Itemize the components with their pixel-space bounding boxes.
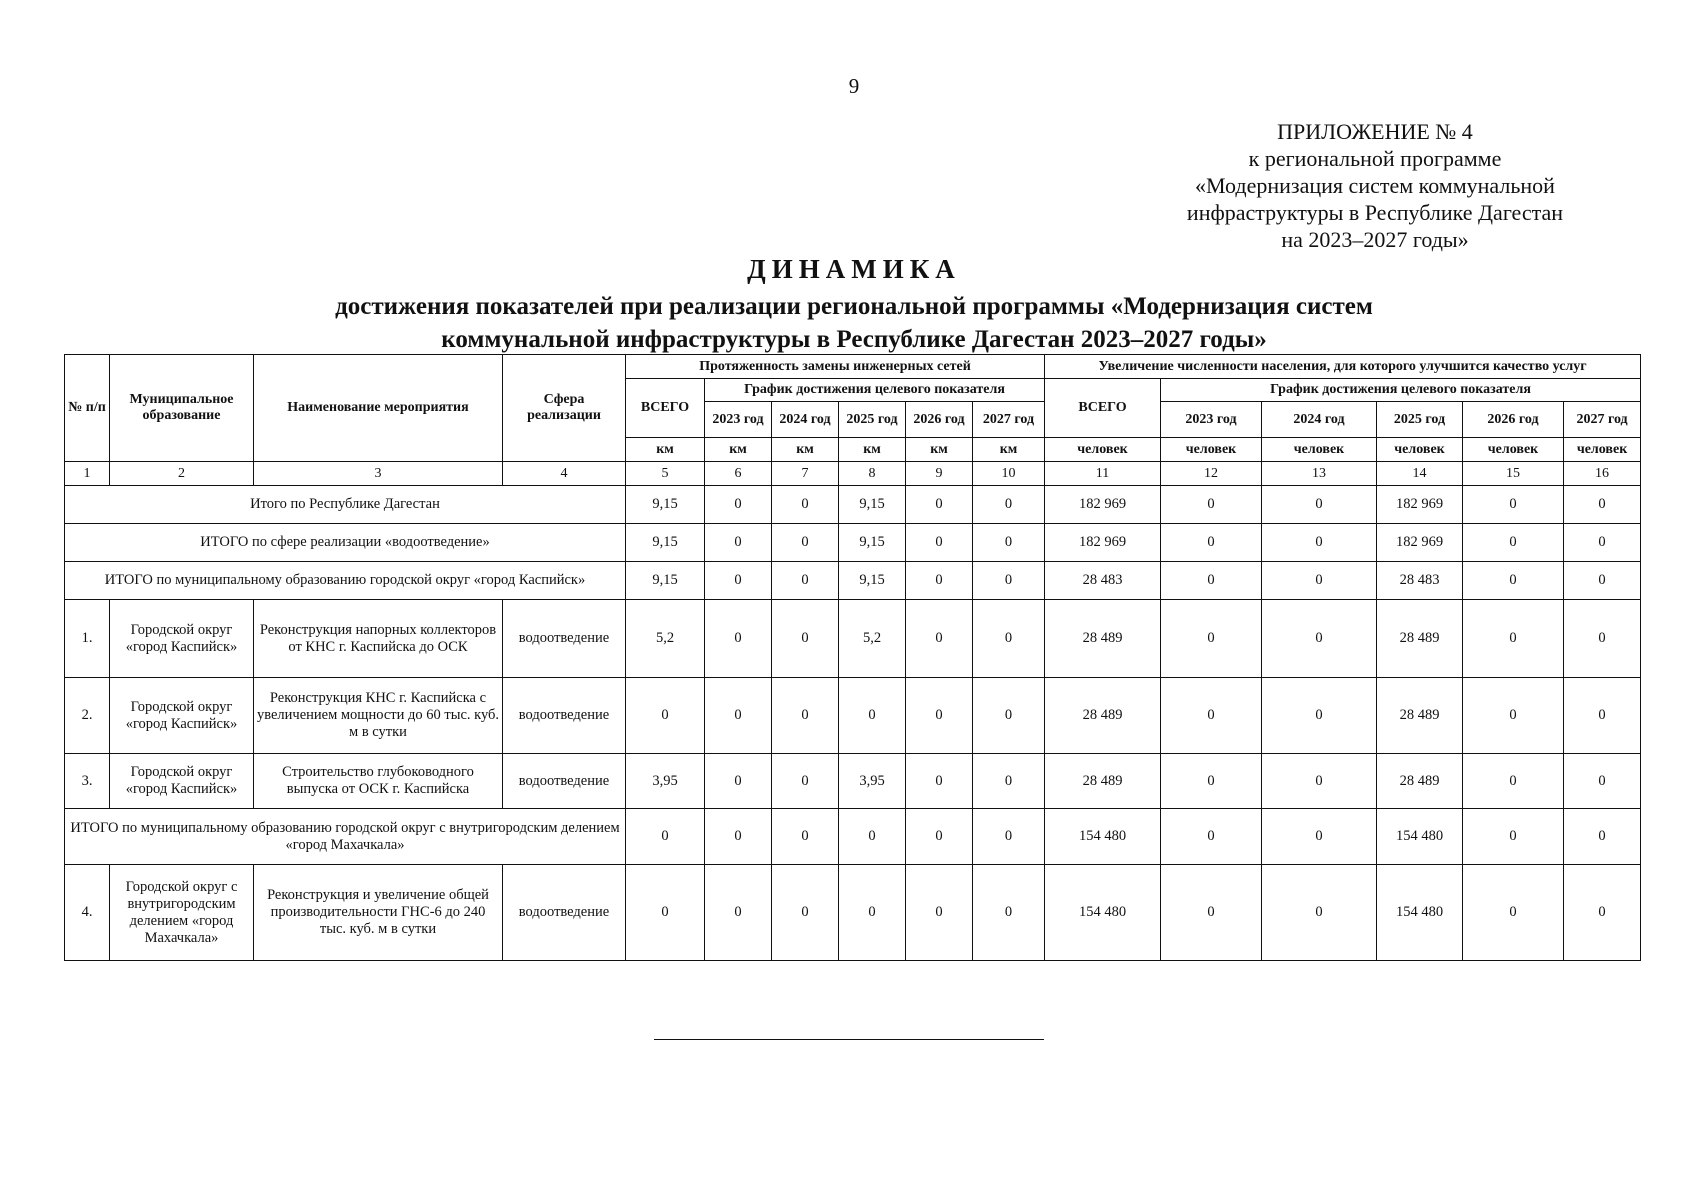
cell-value: 0 [772,524,839,562]
header-length-group: Протяженность замены инженерных сетей [626,355,1045,379]
column-number: 6 [705,462,772,486]
header-length-year: 2024 год [772,402,839,438]
cell-value: 3,95 [839,754,906,809]
column-number: 14 [1377,462,1463,486]
cell-value: 0 [973,524,1045,562]
row-number: 2. [65,678,110,754]
cell-value: 0 [1463,600,1564,678]
header-municipality: Муниципальное образование [110,355,254,462]
cell-value: 0 [1262,562,1377,600]
header-pop-year: 2025 год [1377,402,1463,438]
header-length-year: 2026 год [906,402,973,438]
cell-value: 0 [1564,524,1641,562]
column-number: 13 [1262,462,1377,486]
unit-km: км [772,438,839,462]
table-row [65,600,1641,678]
cell-value: 0 [973,678,1045,754]
cell-value: 28 489 [1377,600,1463,678]
column-number: 11 [1045,462,1161,486]
cell-value: 0 [906,562,973,600]
cell-value: 0 [705,562,772,600]
cell-value: 0 [839,809,906,865]
cell-value: 0 [626,678,705,754]
appendix-line: на 2023–2027 годы» [1281,227,1469,252]
cell-value: 0 [772,600,839,678]
cell-value: 0 [1463,524,1564,562]
header-pop-schedule: График достижения целевого показателя [1161,379,1641,402]
cell-value: 0 [1262,678,1377,754]
unit-km: км [906,438,973,462]
cell-value: 0 [1161,865,1262,961]
cell-value: 0 [1161,562,1262,600]
column-number: 8 [839,462,906,486]
cell-value: 0 [1564,865,1641,961]
cell-value: 28 489 [1045,678,1161,754]
table-row [65,678,1641,754]
cell-value: 0 [906,754,973,809]
total-row [65,486,1641,524]
appendix-block [1150,118,1600,253]
total-row [65,809,1641,865]
cell-value: 0 [906,865,973,961]
cell-value: 0 [705,524,772,562]
header-population-group: Увеличение численности населения, для которого улучшится качество услуг [1045,355,1641,379]
cell-value: 0 [973,562,1045,600]
header-row [65,355,1641,379]
header-pop-year: 2023 год [1161,402,1262,438]
cell-value: 28 483 [1377,562,1463,600]
cell-value: 9,15 [839,486,906,524]
cell-value: 154 480 [1377,809,1463,865]
cell-value: 0 [626,865,705,961]
total-label: ИТОГО по муниципальному образованию городской округ «город Каспийск» [65,562,626,600]
document-subtitle [240,290,1468,356]
cell-value: 0 [906,809,973,865]
cell-value: 0 [906,486,973,524]
unit-people: человек [1161,438,1262,462]
row-number: 1. [65,600,110,678]
cell-value: 0 [906,678,973,754]
cell-value: 0 [1161,678,1262,754]
row-municipality: Городской округ «город Каспийск» [110,678,254,754]
cell-value: 182 969 [1377,524,1463,562]
cell-value: 182 969 [1045,524,1161,562]
cell-value: 0 [772,865,839,961]
cell-value: 154 480 [1045,809,1161,865]
row-municipality: Городской округ с внутригородским делением «город Махачкала» [110,865,254,961]
column-number: 15 [1463,462,1564,486]
row-municipality: Городской округ «город Каспийск» [110,600,254,678]
header-pop-year: 2027 год [1564,402,1641,438]
cell-value: 0 [1463,754,1564,809]
row-sphere: водоотведение [503,754,626,809]
cell-value: 0 [1564,678,1641,754]
row-sphere: водоотведение [503,865,626,961]
header-length-year: 2023 год [705,402,772,438]
cell-value: 9,15 [626,562,705,600]
header-length-year: 2025 год [839,402,906,438]
cell-value: 0 [1262,809,1377,865]
cell-value: 28 489 [1377,678,1463,754]
unit-people: человек [1262,438,1377,462]
cell-value: 28 483 [1045,562,1161,600]
cell-value: 0 [1262,600,1377,678]
document-title: ДИНАМИКА [747,254,961,284]
column-number: 10 [973,462,1045,486]
column-number: 4 [503,462,626,486]
bottom-rule [654,1039,1044,1040]
cell-value: 28 489 [1377,754,1463,809]
cell-value: 0 [705,754,772,809]
row-sphere: водоотведение [503,678,626,754]
page-number: 9 [848,74,860,98]
unit-people: человек [1377,438,1463,462]
cell-value: 28 489 [1045,754,1161,809]
unit-people: человек [1045,438,1161,462]
unit-km: км [705,438,772,462]
table-row [65,754,1641,809]
cell-value: 0 [1564,486,1641,524]
row-event: Реконструкция и увеличение общей производительности ГНС-6 до 240 тыс. куб. м в сутки [254,865,503,961]
subtitle-line: достижения показателей при реализации региональной программы «Модернизация систем [335,293,1373,320]
unit-km: км [973,438,1045,462]
cell-value: 5,2 [626,600,705,678]
cell-value: 5,2 [839,600,906,678]
cell-value: 0 [973,865,1045,961]
cell-value: 0 [839,865,906,961]
cell-value: 0 [1161,524,1262,562]
cell-value: 0 [1564,754,1641,809]
unit-km: км [839,438,906,462]
column-number: 2 [110,462,254,486]
total-row [65,562,1641,600]
row-event: Реконструкция КНС г. Каспийска с увеличением мощности до 60 тыс. куб. м в сутки [254,678,503,754]
header-pop-year: 2024 год [1262,402,1377,438]
total-label: Итого по Республике Дагестан [65,486,626,524]
cell-value: 182 969 [1045,486,1161,524]
cell-value: 0 [772,678,839,754]
appendix-line: «Модернизация систем коммунальной [1195,173,1555,198]
cell-value: 0 [1262,865,1377,961]
cell-value: 0 [1564,809,1641,865]
cell-value: 0 [1161,754,1262,809]
cell-value: 182 969 [1377,486,1463,524]
cell-value: 0 [973,600,1045,678]
unit-people: человек [1463,438,1564,462]
cell-value: 28 489 [1045,600,1161,678]
appendix-line: инфраструктуры в Республике Дагестан [1186,200,1564,225]
cell-value: 0 [906,524,973,562]
cell-value: 9,15 [626,486,705,524]
cell-value: 0 [705,865,772,961]
cell-value: 0 [705,809,772,865]
cell-value: 0 [1564,562,1641,600]
cell-value: 0 [1463,865,1564,961]
column-number: 9 [906,462,973,486]
table-row [65,865,1641,961]
cell-value: 0 [1564,600,1641,678]
column-number: 16 [1564,462,1641,486]
cell-value: 0 [626,809,705,865]
cell-value: 0 [1463,809,1564,865]
cell-value: 0 [705,600,772,678]
column-numbers-row [65,462,1641,486]
cell-value: 9,15 [839,562,906,600]
row-municipality: Городской округ «город Каспийск» [110,754,254,809]
appendix-line: ПРИЛОЖЕНИЕ № 4 [1277,119,1473,144]
row-sphere: водоотведение [503,600,626,678]
total-row [65,524,1641,562]
cell-value: 0 [906,600,973,678]
cell-value: 0 [772,809,839,865]
subtitle-line: коммунальной инфраструктуры в Республике Дагестан 2023–2027 годы» [441,326,1267,353]
row-event: Реконструкция напорных коллекторов от КНС г. Каспийска до ОСК [254,600,503,678]
column-number: 7 [772,462,839,486]
cell-value: 0 [772,754,839,809]
indicators-table [64,354,1641,961]
cell-value: 0 [1161,486,1262,524]
row-event: Строительство глубоководного выпуска от ОСК г. Каспийска [254,754,503,809]
header-length-schedule: График достижения целевого показателя [705,379,1045,402]
cell-value: 3,95 [626,754,705,809]
cell-value: 154 480 [1377,865,1463,961]
cell-value: 154 480 [1045,865,1161,961]
header-pop-total: ВСЕГО [1045,379,1161,438]
cell-value: 0 [705,678,772,754]
cell-value: 0 [973,486,1045,524]
column-number: 12 [1161,462,1262,486]
unit-people: человек [1564,438,1641,462]
cell-value: 0 [973,754,1045,809]
total-label: ИТОГО по сфере реализации «водоотведение» [65,524,626,562]
cell-value: 0 [1161,809,1262,865]
header-length-year: 2027 год [973,402,1045,438]
total-label: ИТОГО по муниципальному образованию городской округ с внутригородским делением «город Махачкала» [65,809,626,865]
cell-value: 0 [1262,754,1377,809]
unit-km: км [626,438,705,462]
cell-value: 0 [839,678,906,754]
cell-value: 0 [1463,678,1564,754]
cell-value: 0 [772,486,839,524]
appendix-line: к региональной программе [1248,146,1502,171]
column-number: 3 [254,462,503,486]
cell-value: 0 [1262,524,1377,562]
row-number: 4. [65,865,110,961]
cell-value: 9,15 [626,524,705,562]
cell-value: 0 [772,562,839,600]
cell-value: 0 [1161,600,1262,678]
cell-value: 0 [705,486,772,524]
header-event: Наименование мероприятия [254,355,503,462]
header-pop-year: 2026 год [1463,402,1564,438]
cell-value: 9,15 [839,524,906,562]
column-number: 5 [626,462,705,486]
header-sphere: Сфера реализации [503,355,626,462]
cell-value: 0 [973,809,1045,865]
cell-value: 0 [1463,562,1564,600]
cell-value: 0 [1463,486,1564,524]
header-length-total: ВСЕГО [626,379,705,438]
header-num: № п/п [65,355,110,462]
cell-value: 0 [1262,486,1377,524]
column-number: 1 [65,462,110,486]
row-number: 3. [65,754,110,809]
